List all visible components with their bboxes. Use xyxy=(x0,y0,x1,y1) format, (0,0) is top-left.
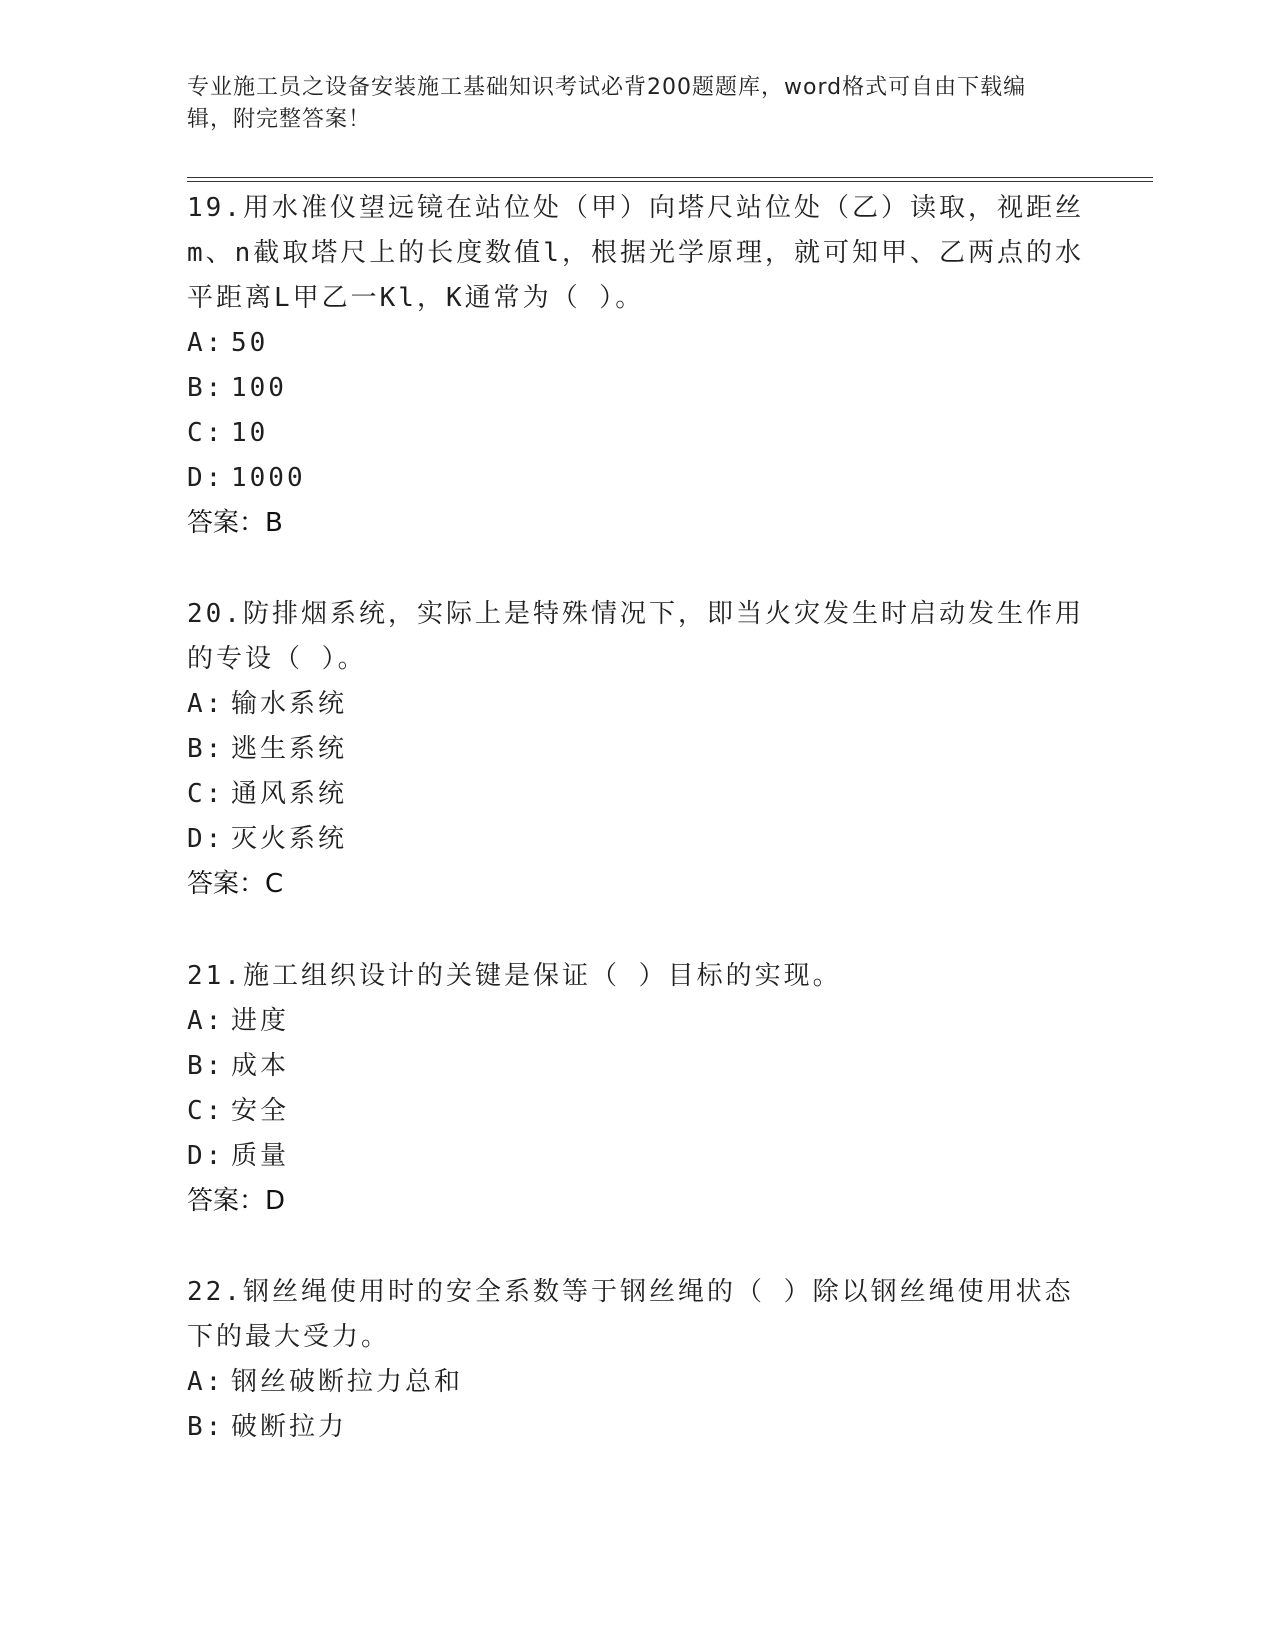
option-text: 逃生系统 xyxy=(231,734,348,764)
question-text: 19.用水准仪望远镜在站位处（甲）向塔尺站位处（乙）读取，视距丝m、n截取塔尺上的长度数值l，根据光学原理，就可知甲、乙两点的水平距离L甲乙一Kl，K通常为（ ）。 xyxy=(187,193,1084,313)
question-21 xyxy=(187,954,1087,1224)
option-a xyxy=(187,1360,1087,1405)
option-letter: B: xyxy=(187,1051,225,1081)
question-text: 21.施工组织设计的关键是保证（ ）目标的实现。 xyxy=(187,961,842,991)
option-b xyxy=(187,1044,1087,1089)
option-c xyxy=(187,411,1087,456)
option-letter: A: xyxy=(187,1367,225,1397)
header-divider xyxy=(187,177,1153,182)
option-d xyxy=(187,456,1087,501)
option-text: 输水系统 xyxy=(231,689,348,719)
option-letter: C: xyxy=(187,1096,225,1126)
option-letter: A: xyxy=(187,689,225,719)
option-letter: C: xyxy=(187,779,225,809)
option-letter: D: xyxy=(187,1141,225,1171)
option-text: 100 xyxy=(231,373,287,403)
question-20 xyxy=(187,592,1087,907)
option-letter: A: xyxy=(187,328,225,358)
option-text: 破断拉力 xyxy=(231,1412,348,1442)
option-a xyxy=(187,321,1087,366)
answer-label: 答案：C xyxy=(187,869,284,899)
document-header: 专业施工员之设备安装施工基础知识考试必背200题题库，word格式可自由下载编辑，附完整答案！ xyxy=(187,75,1027,132)
option-text: 质量 xyxy=(231,1141,290,1171)
question-22 xyxy=(187,1270,1087,1450)
option-letter: B: xyxy=(187,1412,225,1442)
option-letter: B: xyxy=(187,734,225,764)
option-letter: C: xyxy=(187,418,225,448)
option-text: 1000 xyxy=(231,463,306,493)
option-letter: D: xyxy=(187,824,225,854)
option-c xyxy=(187,1089,1087,1134)
option-b xyxy=(187,1405,1087,1450)
option-text: 进度 xyxy=(231,1006,290,1036)
option-b xyxy=(187,366,1087,411)
question-text: 20.防排烟系统，实际上是特殊情况下，即当火灾发生时启动发生作用的专设（ ）。 xyxy=(187,599,1084,674)
option-c xyxy=(187,772,1087,817)
option-text: 成本 xyxy=(231,1051,290,1081)
option-a xyxy=(187,682,1087,727)
option-text: 50 xyxy=(231,328,269,358)
question-text: 22.钢丝绳使用时的安全系数等于钢丝绳的（ ）除以钢丝绳使用状态下的最大受力。 xyxy=(187,1277,1074,1352)
option-text: 灭火系统 xyxy=(231,824,348,854)
answer-label: 答案：D xyxy=(187,1186,286,1216)
option-text: 10 xyxy=(231,418,269,448)
option-letter: B: xyxy=(187,373,225,403)
option-letter: D: xyxy=(187,463,225,493)
option-text: 安全 xyxy=(231,1096,290,1126)
option-b xyxy=(187,727,1087,772)
question-19 xyxy=(187,186,1087,546)
option-d xyxy=(187,1134,1087,1179)
option-letter: A: xyxy=(187,1006,225,1036)
option-text: 通风系统 xyxy=(231,779,348,809)
option-d xyxy=(187,817,1087,862)
option-text: 钢丝破断拉力总和 xyxy=(231,1367,464,1397)
option-a xyxy=(187,999,1087,1044)
answer-label: 答案：B xyxy=(187,508,283,538)
